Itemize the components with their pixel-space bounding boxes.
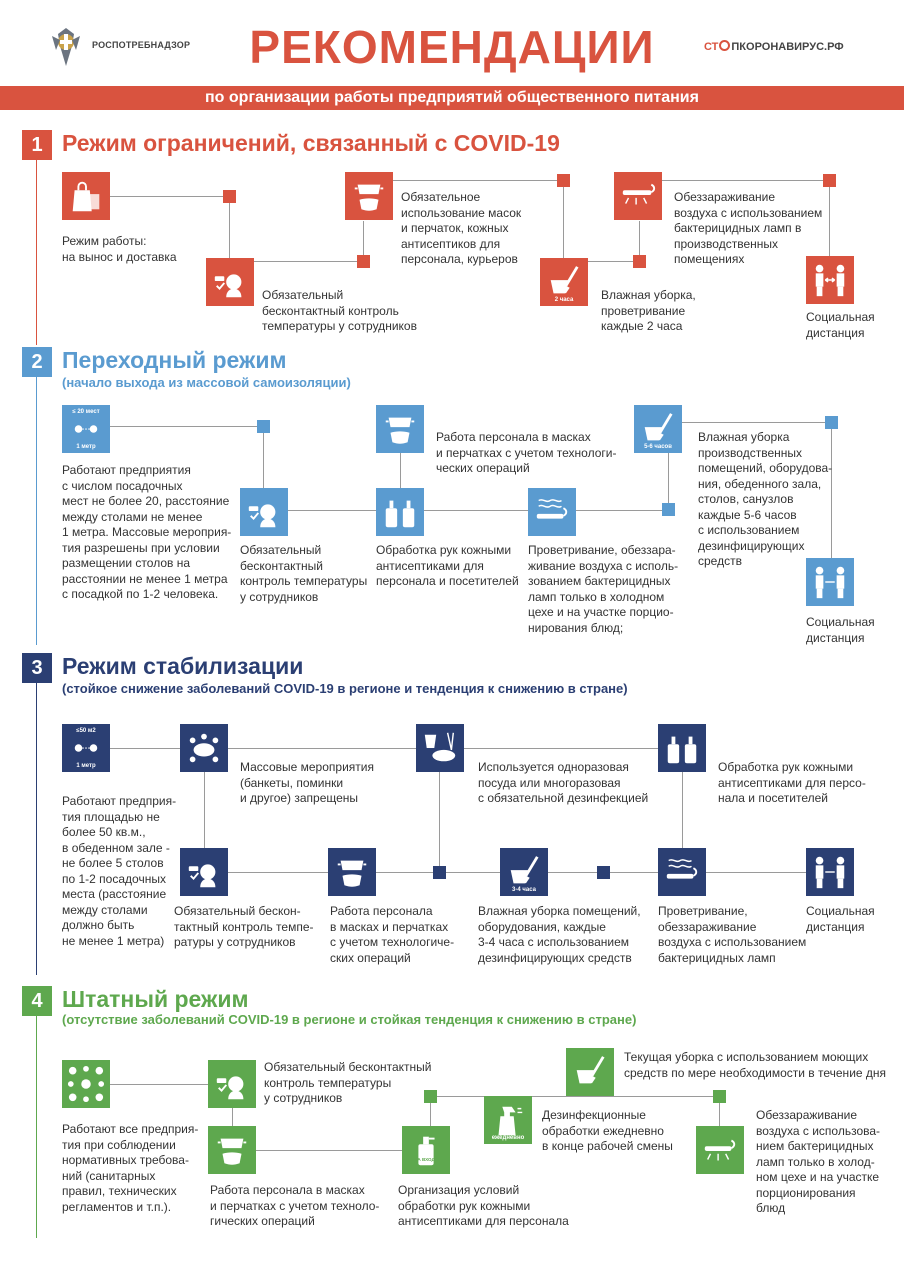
mop-bucket-icon — [634, 405, 682, 453]
s1-node — [223, 190, 236, 203]
s4-connector — [589, 1096, 590, 1097]
s3-connector — [682, 772, 683, 848]
thermometer-check-icon — [208, 1060, 256, 1108]
section-2-vertical — [36, 377, 37, 645]
section-3-vertical — [36, 683, 37, 975]
section-4-vertical — [36, 1016, 37, 1238]
s2-connector — [286, 510, 668, 511]
logo-text-end: ПКОРОНАВИРУС.РФ — [731, 41, 844, 53]
social-distance-icon — [806, 558, 854, 606]
s4-connector — [232, 1108, 233, 1126]
crowd-network-icon — [62, 1060, 110, 1108]
table-spacing-caption: 1 метр — [76, 763, 96, 769]
s1-connector — [393, 180, 564, 181]
table-spacing-icon — [62, 724, 110, 772]
s3-item-1-label: Работают предприя- тия площадью не более 50 кв.м., в обеденном зале - не более 5 столов по 1-2 посадочных места (расстояние между столами должно быть не менее 1 метра) — [62, 794, 177, 948]
s4-item-6-label: Текущая уборка с использованием моющих средств по мере необходимости в течение дня — [624, 1050, 887, 1080]
s3-item-3-label: Используется одноразовая посуда или многоразовая с обязательной дезинфекцией — [478, 760, 649, 805]
s2-item-3-label: Работа персонала в масках и перчатках с учетом технологи- ческих операций — [436, 430, 617, 475]
s1-node — [823, 174, 836, 187]
mask-gloves-icon — [345, 172, 393, 220]
s1-item-1-label: Режим работы: на вынос и доставка — [62, 234, 177, 264]
social-distance-icon — [806, 848, 854, 896]
page-title: РЕКОМЕНДАЦИИ — [249, 21, 655, 73]
virus-icon — [719, 40, 730, 51]
s3-item-2-label: Массовые мероприятия (банкеты, поминки и другое) запрещены — [240, 760, 374, 805]
uv-lamp-icon — [658, 848, 706, 896]
section-1-number: 1 — [22, 130, 52, 160]
s4-item-3-label: Работа персонала в масках и перчатках с учетом техноло- гических операций — [210, 1183, 380, 1228]
mop-bucket-icon — [540, 258, 588, 306]
s1-node — [357, 255, 370, 268]
s1-item-2-label: Обязательный бесконтактный контроль температуры у сотрудников — [262, 288, 417, 333]
s4-node — [713, 1090, 726, 1103]
uv-lamp-icon — [614, 172, 662, 220]
s2-item-5-label: Проветривание, обеззара- живание воздуха с исполь- зованием бактерицидных ламп только в холодном цехе и на участке порцио- нирования блюд; — [528, 543, 679, 635]
s3-item-8-label: Проветривание, обеззараживание воздуха с использованием бактерицидных ламп — [658, 904, 807, 965]
sanitizer-bottles-icon — [376, 488, 424, 536]
uv-lamp-icon — [696, 1126, 744, 1174]
s1-item-6-label: Социальная дистанция — [806, 310, 875, 340]
sanitizer-caption: НА ВХОДЕ — [414, 1157, 438, 1162]
mask-gloves-icon — [376, 405, 424, 453]
s4-item-5-label: Дезинфекционные обработки ежедневно в конце рабочей смены — [542, 1108, 673, 1153]
s2-connector — [110, 426, 264, 427]
s2-connector — [263, 426, 264, 488]
banquet-table-icon — [180, 724, 228, 772]
s3-item-7-label: Влажная уборка помещений, оборудования, каждые 3-4 часа с использованием дезинфицирующих средств — [478, 904, 641, 965]
s1-item-4-label: Влажная уборка, проветривание каждые 2 часа — [601, 288, 696, 333]
s2-connector — [668, 452, 669, 510]
thermometer-check-icon — [180, 848, 228, 896]
s1-node — [633, 255, 646, 268]
s3-node — [597, 866, 610, 879]
section-3-title: Режим стабилизации — [62, 653, 304, 679]
spray-bottle-icon — [484, 1096, 532, 1144]
section-1-title: Режим ограничений, связанный с COVID-19 — [62, 130, 560, 156]
s1-item-5-label: Обеззараживание воздуха с использованием бактерицидных ламп в производственных помещениях — [674, 190, 823, 266]
s2-item-6-label: Влажная уборка производственных помещений, оборудова- ния, обеденного зала, столов, санузлов каждые 5-6 часов с использованием дезинфицирующих средств — [698, 430, 833, 568]
mask-gloves-icon — [208, 1126, 256, 1174]
s2-connector — [400, 452, 401, 492]
s4-item-1-label: Работают все предприя- тия при соблюдении нормативных требова- ний (санитарных правил, технических регламентов и т.п.). — [62, 1122, 199, 1214]
logo-text-start: СТ — [704, 41, 719, 53]
table-spacing-icon — [62, 405, 110, 453]
thermometer-check-icon — [206, 258, 254, 306]
s1-connector — [829, 180, 830, 258]
stopcoronavirus-logo — [704, 40, 844, 53]
org-name: РОСПОТРЕБНАДЗОР — [92, 40, 191, 50]
section-3-number: 3 — [22, 653, 52, 683]
s3-item-6-label: Работа персонала в масках и перчатках с учетом технологиче- ских операций — [330, 904, 455, 965]
section-2-subtitle: (начало выхода из массовой самоизоляции) — [62, 375, 351, 390]
s3-node — [433, 866, 446, 879]
page-subtitle: по организации работы предприятий общественного питания — [205, 89, 699, 106]
section-2-title: Переходный режим — [62, 347, 287, 373]
s3-item-9-label: Социальная дистанция — [806, 904, 875, 934]
disposable-dishes-icon — [416, 724, 464, 772]
s2-item-2-label: Обязательный бесконтактный контроль температуры у сотрудников — [240, 543, 368, 604]
mask-gloves-icon — [328, 848, 376, 896]
s2-item-7-label: Социальная дистанция — [806, 615, 875, 645]
social-distance-icon — [806, 256, 854, 304]
section-4-title: Штатный режим — [62, 986, 249, 1012]
uv-lamp-icon — [528, 488, 576, 536]
thermometer-check-icon — [240, 488, 288, 536]
s4-item-4-label: Организация условий обработки рук кожными антисептиками для персонала — [398, 1183, 569, 1228]
s1-connector — [110, 196, 230, 197]
s2-item-4-label: Обработка рук кожными антисептиками для персонала и посетителей — [376, 543, 519, 588]
s4-connector — [110, 1084, 208, 1085]
table-spacing-top-caption: ≤50 м2 — [76, 728, 96, 734]
s3-item-4-label: Обработка рук кожными антисептиками для персо- нала и посетителей — [718, 760, 866, 805]
s4-connector — [256, 1150, 402, 1151]
mop-caption: 5-6 часов — [644, 444, 672, 450]
section-2-number: 2 — [22, 347, 52, 377]
s1-node — [557, 174, 570, 187]
s2-node — [662, 503, 675, 516]
table-spacing-caption: 1 метр — [76, 444, 96, 450]
s1-item-3-label: Обязательное использование масок и перчаток, кожных антисептиков для персонала, курьеров — [401, 190, 522, 266]
table-spacing-top-caption: ≤ 20 мест — [72, 409, 100, 415]
s3-item-5-label: Обязательный бескон- тактный контроль темпе- ратуры у сотрудников — [174, 904, 314, 949]
s1-connector — [662, 180, 830, 181]
s2-node — [825, 416, 838, 429]
mop-caption: 3-4 часа — [512, 887, 536, 893]
s4-connector — [430, 1096, 720, 1097]
mop-caption: 2 часа — [554, 297, 574, 303]
sanitizer-bottle-icon — [402, 1126, 450, 1174]
s4-item-7-label: Обеззараживание воздуха с использова- нием бактерицидных ламп только в холод- ном цехе и на участке порционирования блюд — [756, 1108, 881, 1215]
section-3-subtitle: (стойкое снижение заболеваний COVID-19 в регионе и тенденция к снижению в стране) — [62, 681, 628, 696]
sanitizer-bottles-icon — [658, 724, 706, 772]
section-4-subtitle: (отсутствие заболеваний COVID-19 в регионе и стойкая тенденция к снижению в стране) — [62, 1012, 637, 1027]
s3-connector — [439, 772, 440, 872]
section-4-number: 4 — [22, 986, 52, 1016]
takeaway-bag-icon — [62, 172, 110, 220]
s1-connector — [254, 261, 364, 262]
s4-item-2-label: Обязательный бесконтактный контроль температуры у сотрудников — [264, 1060, 432, 1105]
s2-item-1-label: Работают предприятия с числом посадочных мест не более 20, расстояние между столами не менее 1 метра. Массовые мероприя- тия разрешены при условии размещении столов на расстоянии не менее 1 метра с посадкой по 1-2 человека. — [62, 463, 232, 601]
s2-connector — [682, 422, 832, 423]
mop-bucket-icon — [566, 1048, 614, 1096]
s2-node — [257, 420, 270, 433]
spray-caption: ежедневно — [491, 1135, 525, 1141]
section-1-vertical — [36, 160, 37, 345]
mop-bucket-icon — [500, 848, 548, 896]
